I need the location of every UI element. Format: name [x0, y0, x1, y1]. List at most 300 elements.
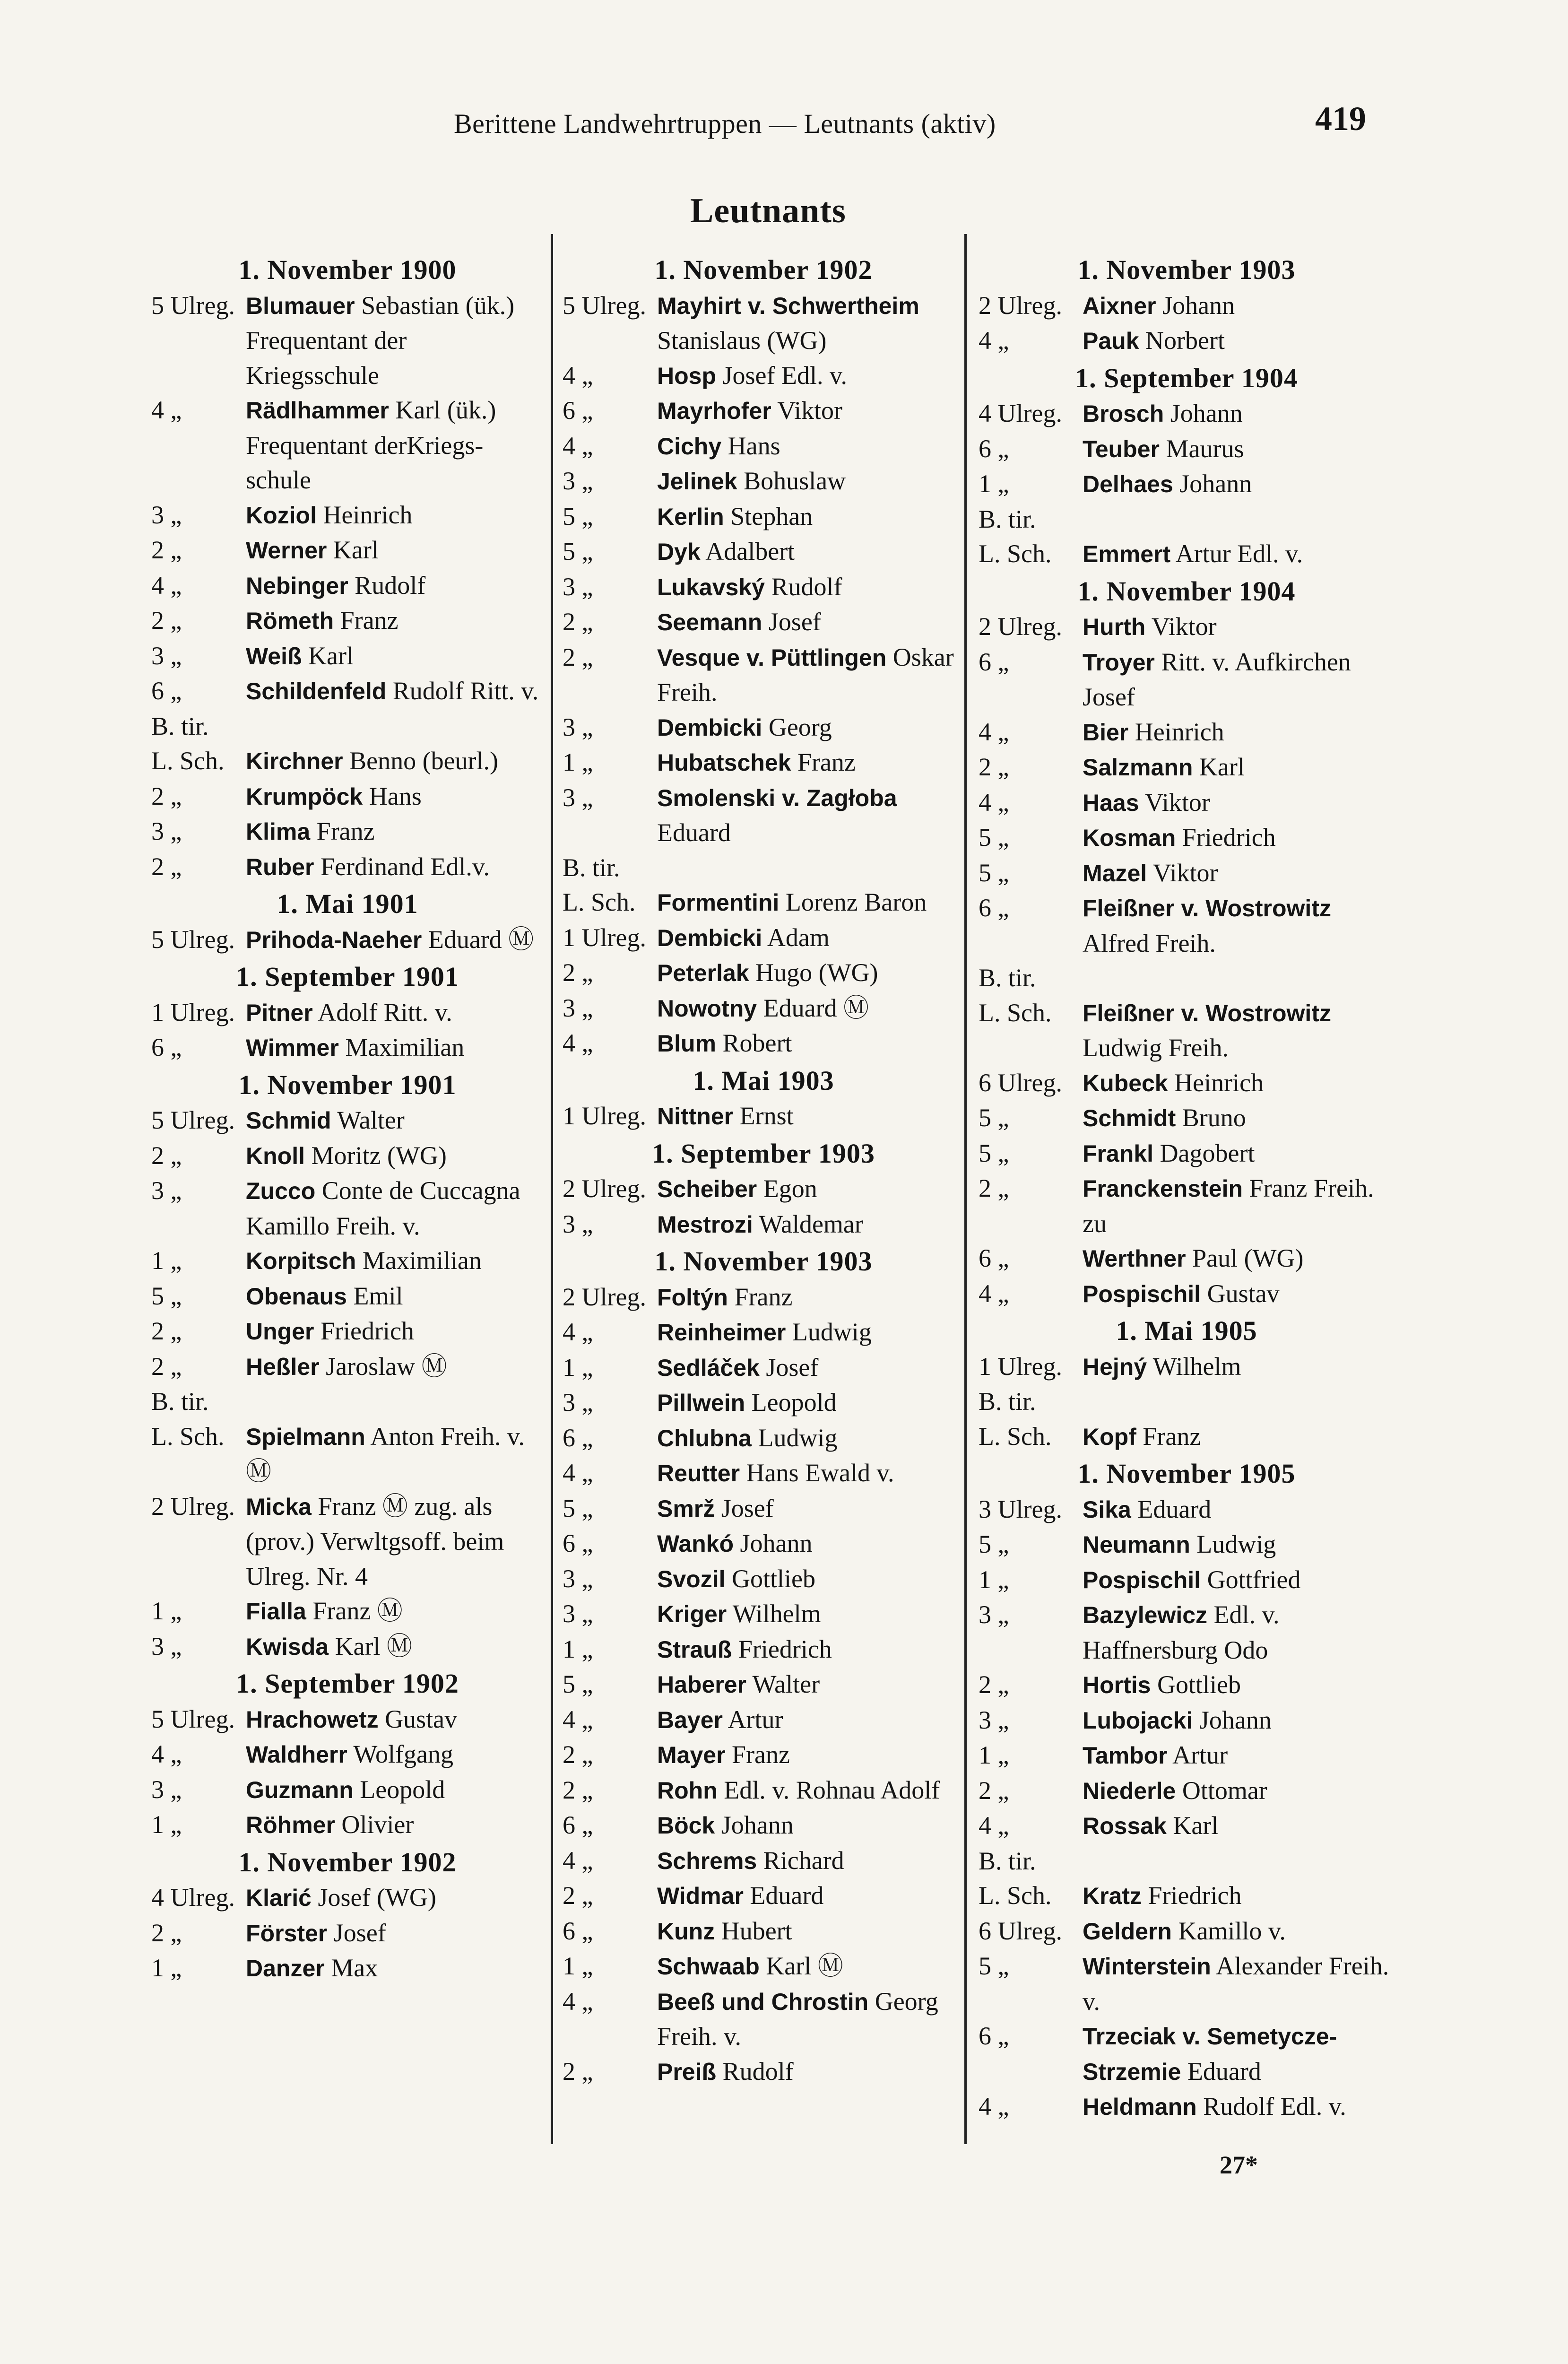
given-names: Lorenz Baron	[785, 888, 927, 916]
officer-name	[657, 2054, 964, 2090]
given-names: Leopold	[360, 1775, 445, 1804]
given-names: Stanislaus (WG)	[657, 326, 827, 355]
officer-name	[657, 1526, 964, 1562]
list-item	[563, 605, 964, 640]
officer-name	[657, 1456, 964, 1491]
unit-label: B. tir.	[979, 964, 1036, 992]
surname: Salzmann	[1083, 754, 1193, 781]
unit-label: 3 „	[151, 1176, 182, 1205]
surname: Rohn	[657, 1777, 718, 1804]
list-item	[979, 396, 1395, 432]
list-item	[563, 1738, 964, 1773]
unit-label: 6 „	[563, 1811, 593, 1839]
officer-name	[246, 1951, 544, 1986]
officer-name	[657, 1099, 964, 1134]
given-names: Franz Ⓜ	[312, 1597, 403, 1625]
list-item	[563, 640, 964, 710]
date-group	[979, 252, 1395, 359]
given-names: Rudolf Ritt. v.	[392, 677, 539, 705]
given-names: Rudolf	[355, 571, 426, 600]
list-item	[563, 1172, 964, 1207]
column-3	[979, 251, 1395, 2125]
officer-name	[657, 393, 964, 429]
officer-name	[246, 1279, 544, 1314]
given-names: Viktor	[777, 396, 843, 425]
officer-name	[1083, 1492, 1395, 1528]
given-names: Emil	[353, 1281, 403, 1310]
given-names: Franz	[797, 748, 856, 776]
unit-label: 1 „	[151, 1954, 182, 1982]
officer-name	[246, 1419, 544, 1489]
list-item	[563, 288, 964, 358]
unit-label: 4 „	[979, 717, 1009, 746]
given-names: Ernst	[739, 1102, 794, 1130]
officer-name	[246, 1916, 544, 1951]
unit-label: 5 „	[979, 823, 1009, 852]
list-item	[979, 1914, 1395, 1949]
given-names: Franz	[340, 606, 398, 634]
given-names: Kamillo v.	[1178, 1916, 1286, 1945]
unit-label: 6 „	[563, 1423, 593, 1452]
list-item	[979, 1384, 1395, 1419]
list-item	[979, 1703, 1395, 1738]
surname: Lukavský	[657, 574, 765, 600]
unit-label: 3 „	[151, 500, 182, 529]
given-names: Olivier	[341, 1810, 414, 1839]
surname: Scheiber	[657, 1176, 757, 1202]
list-item	[151, 1702, 544, 1738]
officer-name	[246, 1030, 544, 1066]
surname: Wankó	[657, 1530, 734, 1557]
unit-label: 1 „	[563, 1952, 593, 1980]
surname: Chlubna	[657, 1425, 752, 1451]
unit-label: 4 „	[979, 1811, 1009, 1840]
date-group	[151, 959, 544, 1066]
officer-name	[657, 885, 964, 921]
officer-name	[246, 814, 544, 850]
list-item	[979, 1808, 1395, 1844]
officer-name	[1083, 1563, 1395, 1598]
officer-name	[1083, 1598, 1395, 1668]
officer-name	[1083, 1878, 1395, 1914]
list-item	[151, 288, 544, 393]
unit-label: 4 „	[979, 326, 1009, 355]
officer-name	[246, 744, 544, 779]
officer-name	[657, 781, 964, 851]
list-item	[979, 961, 1395, 996]
given-names: Josef	[766, 1353, 819, 1382]
given-names: Johann	[1170, 399, 1243, 427]
date-group	[979, 574, 1395, 1312]
given-names: Hugo (WG)	[755, 958, 878, 987]
given-names: Franz	[732, 1740, 790, 1769]
unit-label: 3 „	[979, 1705, 1009, 1734]
given-names: Heinrich	[1174, 1068, 1264, 1097]
officer-name	[657, 1315, 964, 1350]
given-names: Maurus	[1166, 434, 1244, 463]
unit-label: 2 „	[563, 958, 593, 987]
unit-label: 5 Ulreg.	[151, 1704, 235, 1733]
unit-label: L. Sch.	[979, 1422, 1052, 1451]
officer-name	[246, 1349, 544, 1385]
list-item	[563, 2054, 964, 2090]
surname: Knoll	[246, 1142, 305, 1169]
list-item	[979, 502, 1395, 537]
officer-name	[246, 533, 544, 568]
list-item	[979, 1349, 1395, 1385]
officer-name	[657, 710, 964, 746]
surname: Korpitsch	[246, 1248, 356, 1274]
surname: Jelinek	[657, 468, 737, 495]
unit-label: 6 „	[563, 1916, 593, 1945]
unit-label: L. Sch.	[151, 1422, 225, 1451]
given-names: Sebastian (ük.) Frequentant der Kriegsschule	[246, 291, 515, 390]
unit-label: 6 Ulreg.	[979, 1068, 1062, 1097]
unit-label: 6 „	[979, 647, 1009, 676]
group-date-heading: 1. November 1902	[238, 1846, 457, 1877]
given-names: Franz	[1143, 1422, 1201, 1451]
list-item	[563, 534, 964, 570]
officer-name	[657, 1773, 964, 1808]
officer-name	[246, 850, 544, 885]
unit-label: 4 „	[979, 788, 1009, 817]
column-divider	[551, 234, 553, 2144]
officer-name	[246, 1103, 544, 1139]
surname: Tambor	[1083, 1742, 1168, 1769]
surname: Bier	[1083, 719, 1129, 746]
list-item	[151, 1594, 544, 1629]
unit-label: 3 „	[563, 783, 593, 812]
list-item	[563, 1597, 964, 1632]
given-names: Adolf Ritt. v.	[318, 998, 452, 1026]
given-names: Adam	[767, 923, 830, 952]
surname: Hurth	[1083, 614, 1146, 640]
unit-label: B. tir.	[979, 504, 1036, 533]
officer-name	[657, 1914, 964, 1949]
unit-label: 5 „	[979, 1530, 1009, 1558]
given-names: Dagobert	[1160, 1139, 1255, 1167]
surname: Reinheimer	[657, 1319, 786, 1346]
surname: Reutter	[657, 1460, 740, 1486]
list-item	[563, 1632, 964, 1668]
given-names: Karl	[308, 641, 354, 670]
unit-label: 6 Ulreg.	[979, 1916, 1062, 1945]
officer-name	[1083, 1136, 1395, 1172]
unit-label: 1 „	[563, 1353, 593, 1382]
officer-name	[1083, 785, 1395, 821]
date-group	[563, 1244, 964, 2089]
unit-label: 4 „	[563, 1029, 593, 1057]
given-names: Karl Ⓜ	[335, 1632, 413, 1660]
unit-label: 4 Ulreg.	[979, 399, 1062, 427]
officer-name	[657, 534, 964, 570]
unit-label: 3 „	[563, 1564, 593, 1593]
given-names: Viktor	[1151, 612, 1217, 641]
list-item	[979, 1066, 1395, 1101]
surname: Koziol	[246, 502, 317, 529]
list-item	[563, 358, 964, 394]
list-item	[151, 744, 544, 779]
surname: Prihoda-Naeher	[246, 926, 422, 953]
list-item	[979, 1773, 1395, 1809]
list-item	[563, 956, 964, 991]
surname: Heßler	[246, 1353, 320, 1380]
unit-label: 3 „	[563, 572, 593, 601]
unit-label: 5 Ulreg.	[151, 291, 235, 320]
list-item	[979, 645, 1395, 715]
surname: Haberer	[657, 1671, 746, 1698]
officer-name	[246, 1880, 544, 1916]
list-item	[979, 537, 1395, 572]
given-names: Ludwig	[758, 1423, 838, 1452]
given-names: Paul (WG)	[1192, 1244, 1304, 1272]
list-item	[563, 921, 964, 956]
unit-label: 3 „	[563, 467, 593, 495]
list-item	[979, 1171, 1395, 1241]
unit-label: 2 „	[563, 2057, 593, 2086]
unit-label: B. tir.	[563, 853, 620, 882]
unit-label: 2 „	[563, 643, 593, 671]
date-group	[563, 1063, 964, 1134]
unit-label: 5 „	[979, 858, 1009, 887]
list-item	[151, 603, 544, 639]
given-names: Rudolf	[722, 2057, 794, 2086]
officer-name	[246, 1702, 544, 1738]
officer-name	[246, 922, 544, 958]
officer-name	[1083, 891, 1395, 961]
list-item	[151, 1629, 544, 1665]
list-item	[979, 785, 1395, 821]
officer-name	[246, 393, 544, 498]
column-2	[563, 251, 964, 2089]
list-item	[979, 2019, 1395, 2089]
date-group	[979, 361, 1395, 572]
given-names: Hans	[728, 431, 780, 460]
officer-name	[657, 1491, 964, 1527]
surname: Rädlhammer	[246, 397, 389, 424]
surname: Kosman	[1083, 825, 1176, 851]
surname: Neumann	[1083, 1531, 1190, 1558]
surname: Franckenstein	[1083, 1175, 1243, 1202]
unit-label: B. tir.	[979, 1387, 1036, 1416]
list-item	[979, 1598, 1395, 1668]
list-item	[979, 1101, 1395, 1136]
list-item	[151, 850, 544, 885]
surname: Foltýn	[657, 1284, 728, 1311]
unit-label: L. Sch.	[979, 1881, 1052, 1910]
unit-label: B. tir.	[151, 1387, 209, 1416]
list-item	[151, 1419, 544, 1489]
surname: Pauk	[1083, 328, 1139, 354]
date-group	[979, 1313, 1395, 1454]
unit-label: 4 „	[563, 1318, 593, 1346]
given-names: Franz	[316, 817, 375, 845]
given-names: Franz Freih. zu	[1083, 1174, 1374, 1238]
officer-name	[246, 1773, 544, 1808]
unit-label: 1 „	[979, 1565, 1009, 1594]
unit-label: 4 „	[563, 431, 593, 460]
date-group	[151, 1666, 544, 1843]
unit-label: 1 Ulreg.	[563, 1102, 646, 1130]
officer-name	[1083, 645, 1395, 715]
officer-name	[1083, 1066, 1395, 1101]
list-item	[151, 1030, 544, 1066]
list-item	[979, 1136, 1395, 1172]
unit-label: 1 „	[563, 748, 593, 776]
unit-label: 3 „	[563, 993, 593, 1022]
officer-name	[657, 1808, 964, 1843]
given-names: Jaroslaw Ⓜ	[326, 1352, 447, 1381]
given-names: Moritz (WG)	[311, 1141, 447, 1170]
unit-label: 2 „	[563, 1775, 593, 1804]
list-item	[151, 1773, 544, 1808]
unit-label: 4 „	[563, 361, 593, 390]
officer-name	[1083, 1949, 1395, 2019]
given-names: Robert	[722, 1029, 792, 1057]
unit-label: 2 Ulreg.	[563, 1282, 646, 1311]
given-names: Rudolf	[771, 572, 842, 601]
surname: Preiß	[657, 2058, 717, 2085]
list-item	[979, 715, 1395, 750]
unit-label: 6 „	[979, 434, 1009, 463]
list-item	[563, 1667, 964, 1703]
surname: Smolenski v. Zagłoba	[657, 784, 897, 811]
unit-label: 4 „	[563, 1846, 593, 1875]
unit-label: 2 „	[979, 1776, 1009, 1805]
list-item	[563, 1315, 964, 1350]
list-item	[563, 1207, 964, 1243]
given-names: Max	[331, 1954, 378, 1982]
list-item	[151, 1808, 544, 1843]
surname: Weiß	[246, 643, 302, 669]
unit-label: 4 „	[979, 1279, 1009, 1308]
list-item	[151, 779, 544, 815]
surname: Heldmann	[1083, 2094, 1197, 2120]
given-names: Karl	[1173, 1811, 1219, 1840]
officer-name	[657, 1738, 964, 1773]
surname: Sika	[1083, 1496, 1131, 1523]
officer-name	[246, 568, 544, 604]
surname: Kratz	[1083, 1883, 1142, 1909]
given-names: Gottlieb	[1157, 1670, 1241, 1699]
officer-name	[246, 288, 544, 393]
section-title: Leutnants	[690, 191, 846, 230]
officer-name	[246, 1314, 544, 1349]
signature-mark: 27*	[1220, 2151, 1258, 2179]
given-names: Edl. v. Rohnau Adolf	[724, 1775, 940, 1804]
surname: Vesque v. Püttlingen	[657, 644, 887, 671]
group-date-heading: 1. November 1902	[654, 254, 873, 285]
officer-name	[657, 640, 964, 710]
surname: Zucco	[246, 1178, 316, 1204]
list-item	[563, 1878, 964, 1914]
surname: Pitner	[246, 999, 313, 1026]
list-item	[151, 1349, 544, 1385]
unit-label: 1 „	[151, 1597, 182, 1625]
surname: Krumpöck	[246, 783, 363, 810]
unit-label: 3 „	[151, 1775, 182, 1804]
unit-label: 2 „	[151, 1918, 182, 1947]
given-names: Karl	[333, 536, 379, 564]
given-names: Josef	[768, 608, 821, 636]
given-names: Ottomar	[1182, 1776, 1267, 1805]
officer-name	[657, 1172, 964, 1207]
surname: Klima	[246, 818, 311, 845]
unit-label: 2 „	[563, 1740, 593, 1769]
list-item	[563, 1949, 964, 1984]
unit-label: 2 „	[151, 536, 182, 564]
officer-name	[657, 1632, 964, 1668]
given-names: Eduard	[1187, 2057, 1261, 2086]
unit-label: 2 „	[563, 1881, 593, 1910]
list-item	[979, 750, 1395, 785]
unit-label: 1 „	[151, 1246, 182, 1275]
surname: Fialla	[246, 1598, 306, 1625]
list-item	[563, 1526, 964, 1562]
list-item	[979, 891, 1395, 961]
officer-name	[657, 1843, 964, 1879]
list-item	[563, 1456, 964, 1491]
surname: Fleißner v. Wostrowitz	[1083, 895, 1331, 921]
surname: Fleißner v. Wostrowitz	[1083, 999, 1331, 1026]
given-names: Karl	[1199, 753, 1245, 781]
officer-name	[246, 1243, 544, 1279]
given-names: Ferdinand Edl.v.	[320, 852, 490, 881]
list-item	[979, 1668, 1395, 1703]
officer-name	[657, 1385, 964, 1421]
list-item	[563, 393, 964, 429]
given-names: Josef	[721, 1494, 774, 1522]
list-item	[979, 323, 1395, 359]
list-item	[151, 1489, 544, 1594]
list-item	[151, 568, 544, 604]
surname: Svozil	[657, 1565, 726, 1592]
list-item	[563, 710, 964, 746]
given-names: Friedrich	[320, 1317, 414, 1345]
surname: Ruber	[246, 853, 314, 880]
officer-name	[246, 603, 544, 639]
unit-label: 2 „	[151, 1317, 182, 1345]
officer-name	[657, 429, 964, 464]
surname: Strauß	[657, 1636, 732, 1663]
list-item	[979, 1527, 1395, 1563]
surname: Rossak	[1083, 1813, 1167, 1839]
surname: Cichy	[657, 433, 722, 460]
officer-name	[657, 1984, 964, 2054]
list-item	[563, 781, 964, 851]
surname: Guzmann	[246, 1776, 354, 1803]
given-names: Viktor	[1145, 788, 1210, 817]
unit-label: 4 „	[563, 1705, 593, 1734]
list-item	[979, 288, 1395, 324]
surname: Hrachowetz	[246, 1706, 379, 1733]
unit-label: 3 „	[563, 713, 593, 741]
list-item	[563, 1808, 964, 1843]
surname: Pillwein	[657, 1390, 745, 1416]
given-names: Gustav	[385, 1704, 458, 1733]
surname: Mestrozi	[657, 1211, 753, 1238]
given-names: Eduard	[1137, 1495, 1212, 1523]
officer-name	[246, 498, 544, 533]
surname: Werthner	[1083, 1245, 1186, 1272]
unit-label: L. Sch.	[151, 747, 225, 775]
officer-name	[657, 1949, 964, 1984]
list-item	[151, 393, 544, 498]
unit-label: 5 „	[563, 1494, 593, 1522]
given-names: Walter	[337, 1106, 405, 1134]
unit-label: 2 „	[563, 608, 593, 636]
officer-name	[1083, 1703, 1395, 1738]
